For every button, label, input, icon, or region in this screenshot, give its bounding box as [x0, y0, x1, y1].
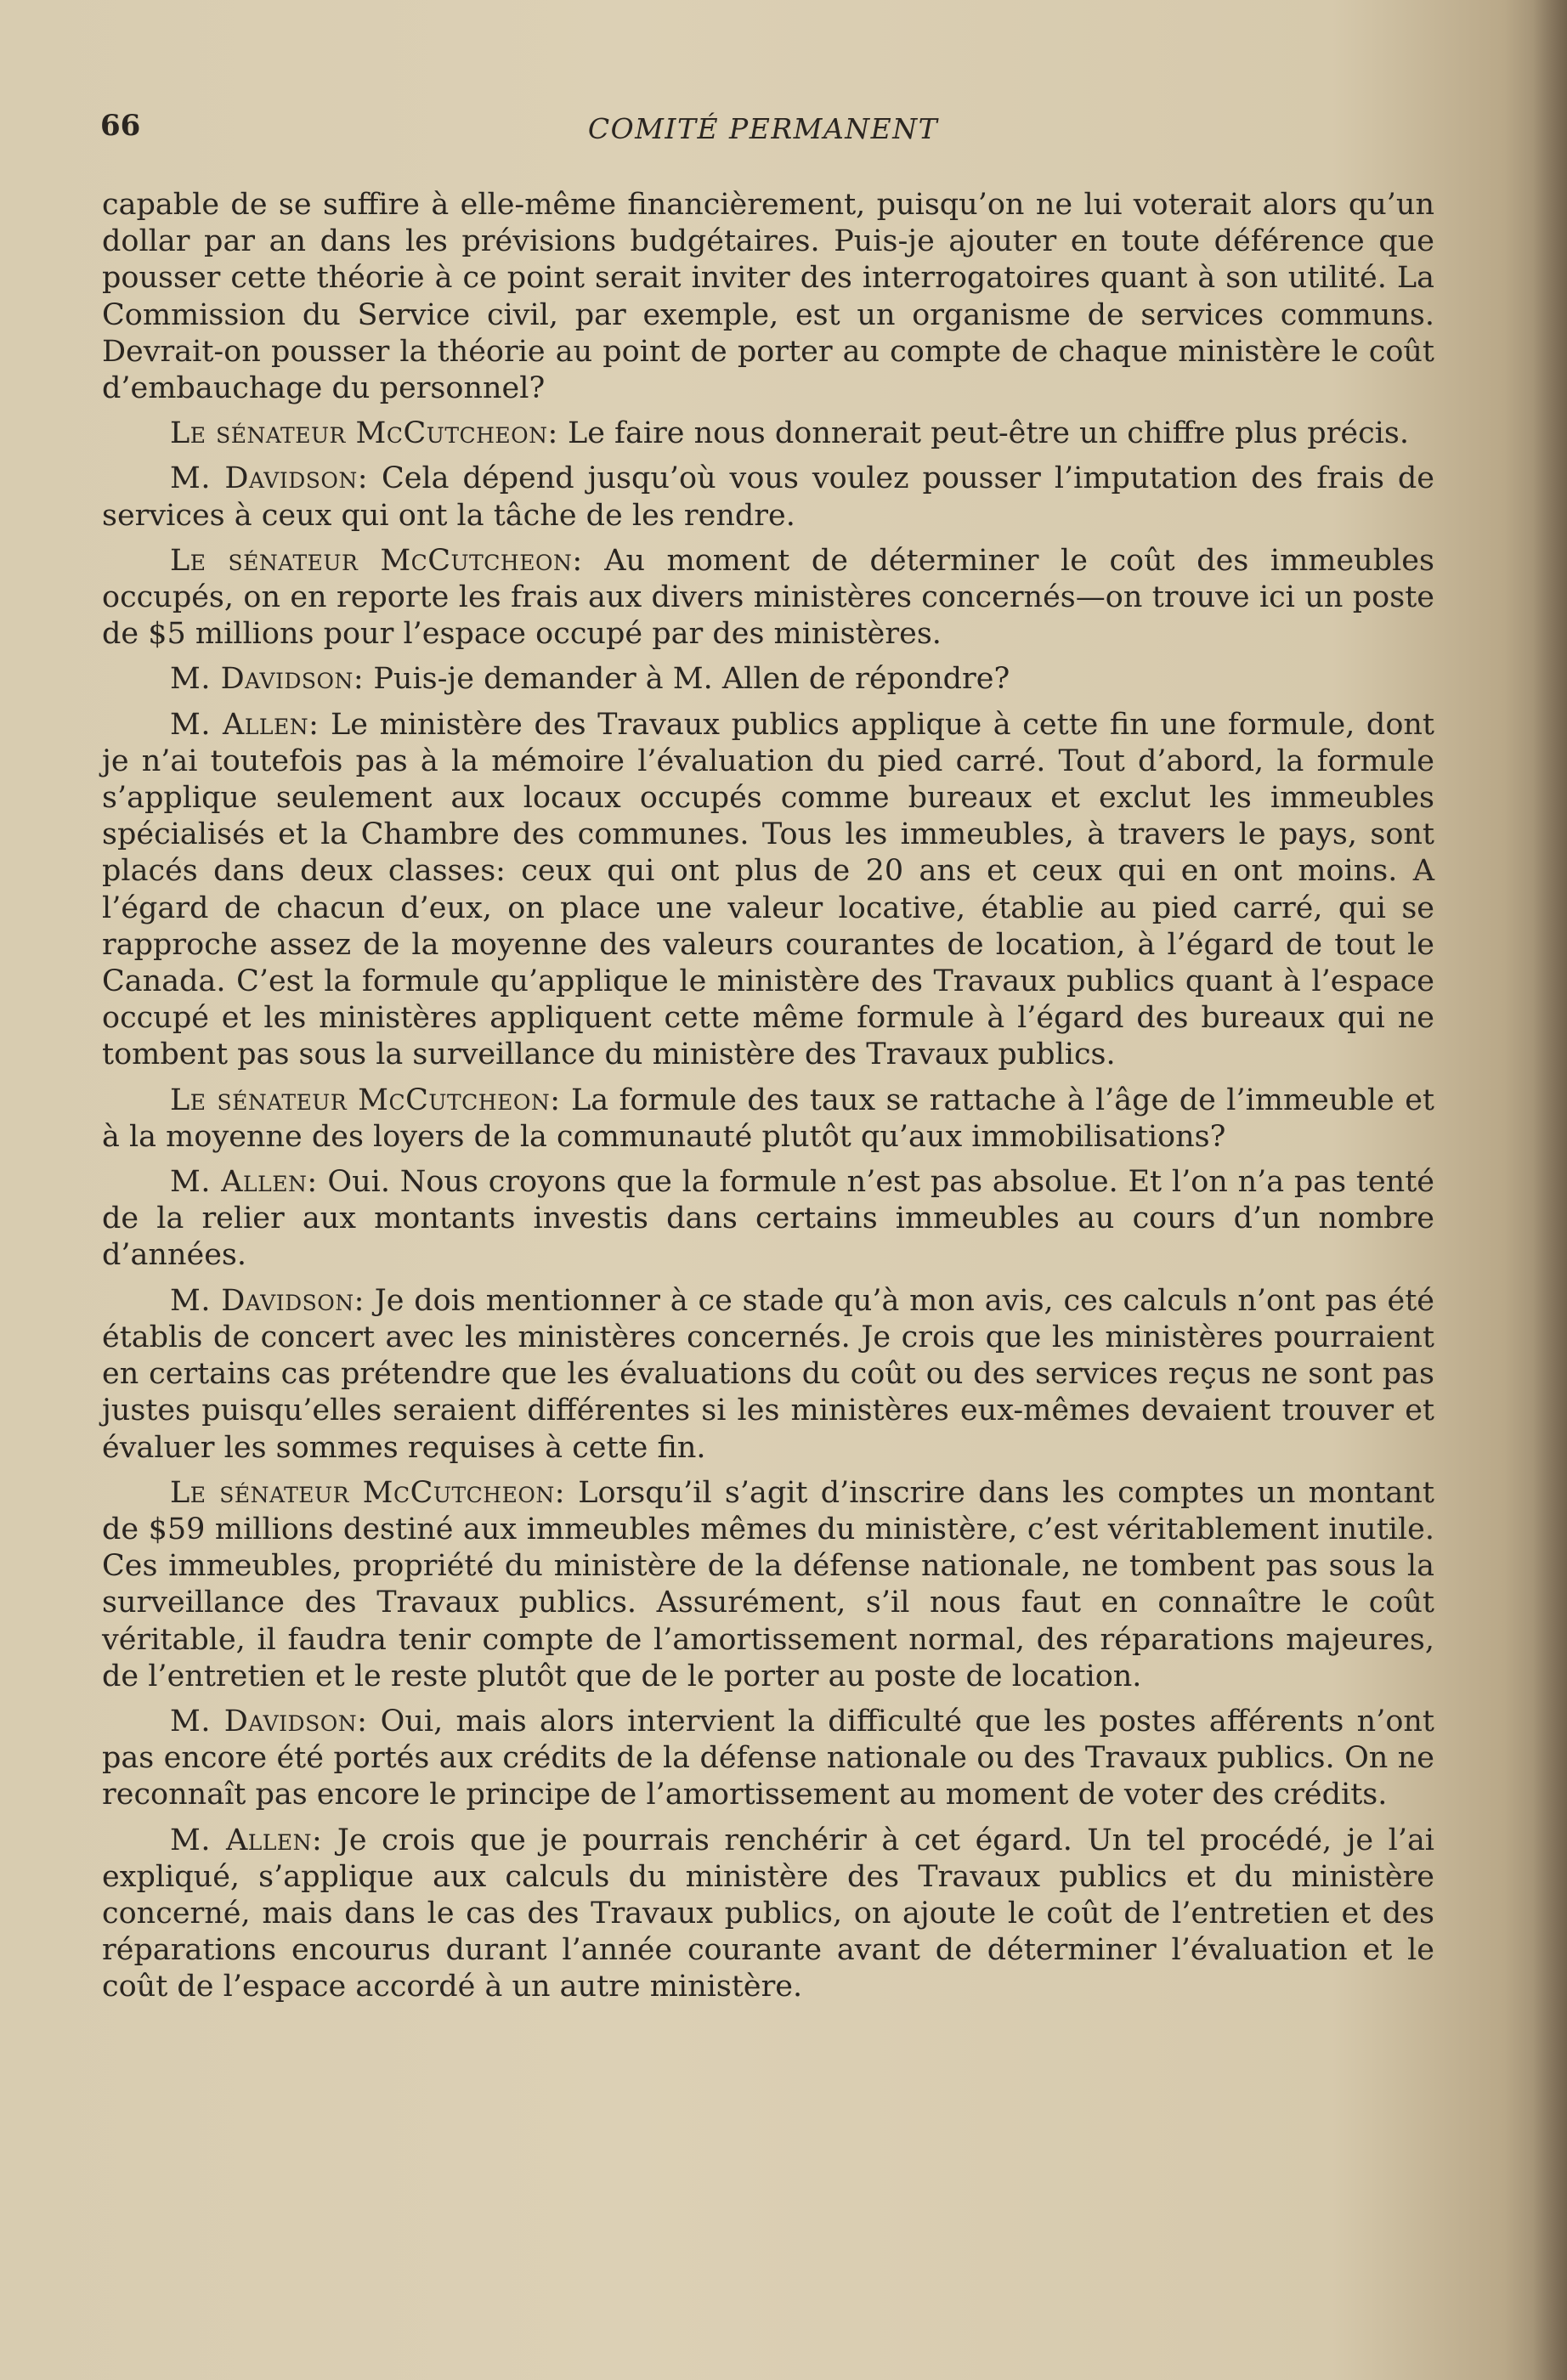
speaker-label: M. Davidson:: [170, 461, 369, 496]
running-title: COMITÉ PERMANENT: [587, 112, 939, 145]
paragraph: [102, 543, 1434, 653]
paragraph-text: Lorsqu’il s’agit d’inscrire dans les comptes un montant de $59 millions destiné aux immeubles mêmes du ministère, c’est véritablement inutile. Ces immeubles, propriété du ministère de la défense nationale, ne tombent pas sous la surveillance des Travaux publics. Assurément, s’il nous faut en connaître le coût véritable, il faudra tenir compte de l’amortissement normal, des réparations majeures, de l’entretien et le reste plutôt que de le porter au poste de location.: [102, 1475, 1434, 1693]
speaker-label: Le sénateur McCutcheon:: [170, 543, 583, 578]
paragraph-text: Oui. Nous croyons que la formule n’est pas absolue. Et l’on n’a pas tenté de la relier aux montants investis dans certains immeubles au cours d’un nombre d’années.: [102, 1165, 1435, 1273]
paragraph-text: Au moment de déterminer le coût des immeubles occupés, on en reporte les frais aux divers ministères concernés—on trouve ici un poste de $5 millions pour l’espace occupé par des ministères.: [102, 543, 1434, 652]
paragraph: [102, 1823, 1434, 2006]
paragraph-text: Puis-je demander à M. Allen de répondre?: [364, 662, 1010, 697]
paragraph: [102, 1704, 1434, 1814]
paragraph: [102, 707, 1434, 1074]
speaker-label: Le sénateur McCutcheon:: [170, 1083, 561, 1117]
paragraph: [102, 1475, 1434, 1695]
speaker-label: M. Davidson:: [170, 1283, 365, 1318]
page-header: [100, 109, 1426, 151]
paragraph-text: Le faire nous donnerait peut-être un chiffre plus précis.: [557, 416, 1409, 451]
paragraph-text: Le ministère des Travaux publics applique à cette fin une formule, dont je n’ai toutefois pas à la mémoire l’évaluation du pied carré. Tout d’abord, la formule s’applique seulement aux locaux occupés comme bureaux et exclut les immeubles spécialisés et la Chambre des communes. Tous les immeubles, à travers le pays, sont placés dans deux classes: ceux qui ont plus de 20 ans et ceux qui en ont moins. A l’égard de chacun d’eux, on place une valeur locative, établie au pied carré, qui se rapproche assez de la moyenne des valeurs courantes de location, à l’égard de tout le Canada. C’est la formule qu’applique le ministère des Travaux publics quant à l’espace occupé et les ministères appliquent cette même formule à l’égard des bureaux qui ne tombent pas sous la surveillance du ministère des Travaux publics.: [102, 707, 1434, 1072]
paragraph: [102, 1283, 1434, 1467]
speaker-label: M. Allen:: [170, 1165, 318, 1200]
paragraph: [102, 1083, 1434, 1156]
speaker-label: Le sénateur McCutcheon:: [170, 416, 558, 451]
page-number: 66: [100, 109, 141, 143]
paragraph-text: Oui, mais alors intervient la difficulté que les postes afférents n’ont pas encore été portés aux crédits de la défense nationale ou des Travaux publics. On ne reconnaît pas encore le principe de l’amortissement au moment de voter des crédits.: [102, 1704, 1434, 1812]
body-text: [102, 187, 1434, 2015]
paragraph-text: Cela dépend jusqu’où vous voulez pousser l’imputation des frais de services à ceux qui ont la tâche de les rendre.: [102, 461, 1434, 533]
paragraph-text: Je crois que je pourrais renchérir à cet égard. Un tel procédé, je l’ai expliqué, s’applique aux calculs du ministère des Travaux publics et du ministère concerné, mais dans le cas des Travaux publics, on ajoute le coût de l’entretien et des réparations encourus durant l’année courante avant de déterminer l’évaluation et le coût de l’espace accordé à un autre ministère.: [102, 1823, 1435, 2004]
paragraph-text: Je dois mentionner à ce stade qu’à mon avis, ces calculs n’ont pas été établis de concert avec les ministères concernés. Je crois que les ministères pourraient en certains cas prétendre que les évaluations du coût ou des services reçus ne sont pas justes puisqu’elles seraient différentes si les ministères eux-mêmes devaient trouver et évaluer les sommes requises à cette fin.: [102, 1283, 1434, 1465]
book-spine-shadow: [1533, 0, 1567, 2380]
paragraph-text: capable de se suffire à elle-même financièrement, puisqu’on ne lui voterait alors qu’un dollar par an dans les prévisions budgétaires. Puis-je ajouter en toute déférence que pousser cette théorie à ce point serait inviter des interrogatoires quant à son utilité. La Commission du Service civil, par exemple, est un organisme de services communs. Devrait-on pousser la théorie au point de porter au compte de chaque ministère le coût d’embauchage du personnel?: [102, 188, 1434, 406]
speaker-label: M. Allen:: [170, 1823, 323, 1857]
paragraph: [102, 461, 1434, 534]
paragraph: [102, 416, 1434, 452]
paragraph: [102, 187, 1434, 407]
paragraph: [102, 1164, 1434, 1275]
speaker-label: M. Davidson:: [170, 1704, 368, 1738]
speaker-label: M. Davidson:: [170, 662, 365, 697]
paragraph: [102, 661, 1434, 698]
speaker-label: Le sénateur McCutcheon:: [170, 1475, 565, 1510]
speaker-label: M. Allen:: [170, 707, 320, 742]
paragraph-text: La formule des taux se rattache à l’âge de l’immeuble et à la moyenne des loyers de la communauté plutôt qu’aux immobilisations?: [102, 1083, 1434, 1154]
